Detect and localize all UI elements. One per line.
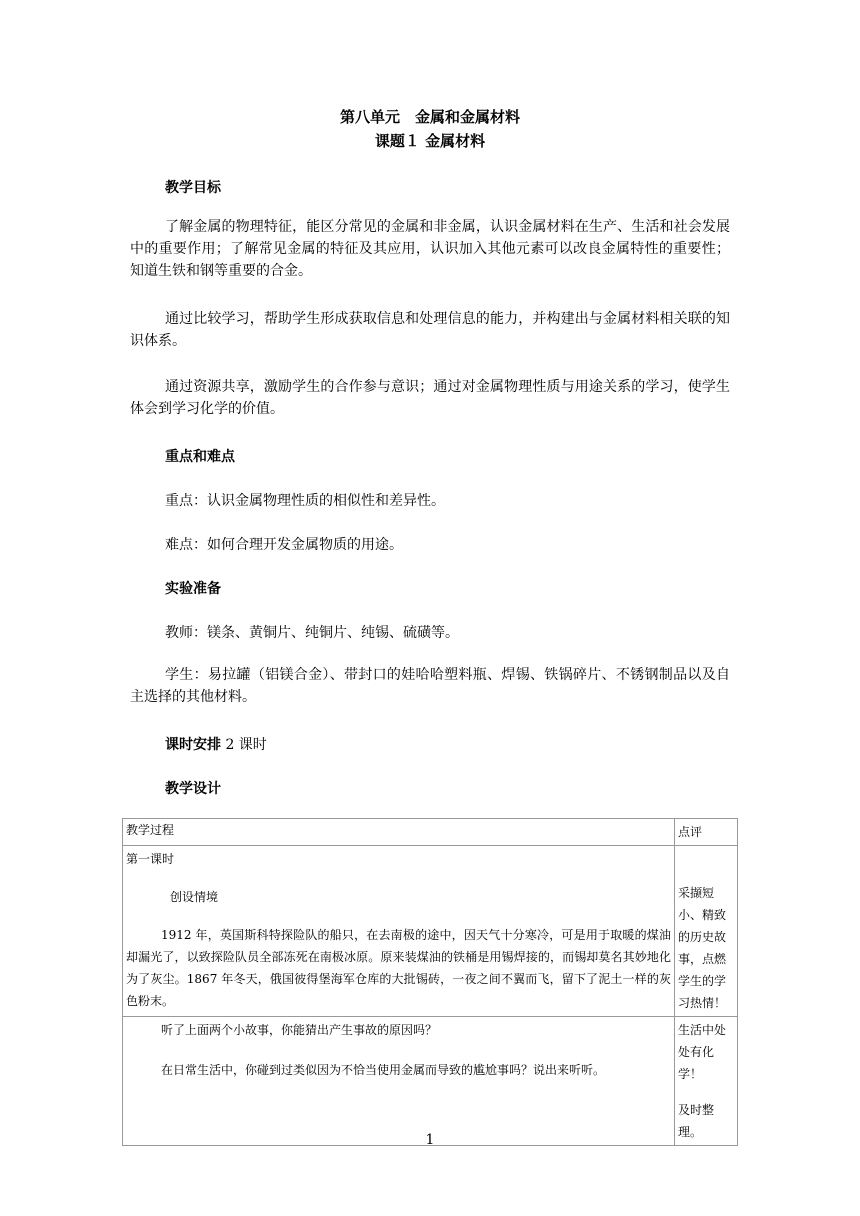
student-materials: 学生：易拉罐（铝镁合金）、带封口的娃哈哈塑料瓶、焊锡、铁锅碎片、不锈钢制品以及自主选择的其他材料。 <box>130 667 730 705</box>
design-heading: 教学设计 <box>165 781 221 797</box>
objectives-paragraph-1: 了解金属的物理特征，能区分常见的金属和非金属，认识金属材料在生产、生活和社会发展中的重要作用；了解常见金属的特征及其应用，认识加入其他元素可以改良金属特性的重要性；知道生铁和钢等重要的合金。 <box>130 219 730 279</box>
teaching-design-table <box>122 818 738 1146</box>
header-process: 教学过程 <box>123 819 675 846</box>
lesson-label: 第一课时 <box>126 852 175 866</box>
unit-title: 第八单元 金属和金属材料 <box>339 108 520 126</box>
question-1: 听了上面两个小故事，你能猜出产生事故的原因吗？ <box>161 1023 438 1037</box>
difficulty-text: 难点：如何合理开发金属物质的用途。 <box>165 537 403 553</box>
lesson-title: 课题１ 金属材料 <box>374 132 486 150</box>
comment-text-2b: 及时整理。 <box>678 1103 715 1139</box>
page-number: 1 <box>425 1132 435 1148</box>
objectives-paragraph-2: 通过比较学习，帮助学生形成获取信息和处理信息的能力，并构建出与金属材料相关联的知识体系。 <box>130 311 730 349</box>
schedule-label: 课时安排 <box>165 737 221 753</box>
comment-cell-2 <box>675 1017 738 1146</box>
comment-text-1: 采撷短小、精致的历史故事，点燃学生的学习热情！ <box>678 886 727 1010</box>
table-row <box>123 1017 738 1146</box>
comment-text-2a: 生活中处处有化学！ <box>678 1023 727 1081</box>
schedule-line <box>165 734 267 754</box>
scene-label: 创设情境 <box>170 890 219 904</box>
table-header-row <box>123 819 738 846</box>
lab-prep-heading: 实验准备 <box>165 581 221 597</box>
objectives-heading: 教学目标 <box>165 180 221 196</box>
schedule-value: 2 课时 <box>221 737 267 753</box>
story-text: 1912 年，英国斯科特探险队的船只，在去南极的途中，因天气十分寒冷，可是用于取暖的煤油却漏光了，以致探险队员全部冻死在南极冰原。原来装煤油的铁桶是用锡焊接的，而锡却莫名其妙地化为了灰尘。1867 年冬天，俄国彼得堡海军仓库的大批锡砖，一夜之间不翼而飞，留下了泥土一样的灰色粉末。 <box>126 928 671 1008</box>
header-comment: 点评 <box>675 819 738 846</box>
teacher-materials: 教师：镁条、黄铜片、纯铜片、纯锡、硫磺等。 <box>165 625 459 641</box>
question-2: 在日常生活中，你碰到过类似因为不恰当使用金属而导致的尴尬事吗？说出来听听。 <box>161 1063 606 1077</box>
objectives-paragraph-3: 通过资源共享，激励学生的合作参与意识；通过对金属物理性质与用途关系的学习，使学生体会到学习化学的价值。 <box>130 379 730 417</box>
process-cell-2 <box>123 1017 675 1146</box>
key-point-text: 重点：认识金属物理性质的相似性和差异性。 <box>165 493 445 509</box>
table-row <box>123 846 738 1017</box>
process-cell-1 <box>123 846 675 1017</box>
comment-cell-1 <box>675 846 738 1017</box>
key-points-heading: 重点和难点 <box>165 449 235 465</box>
